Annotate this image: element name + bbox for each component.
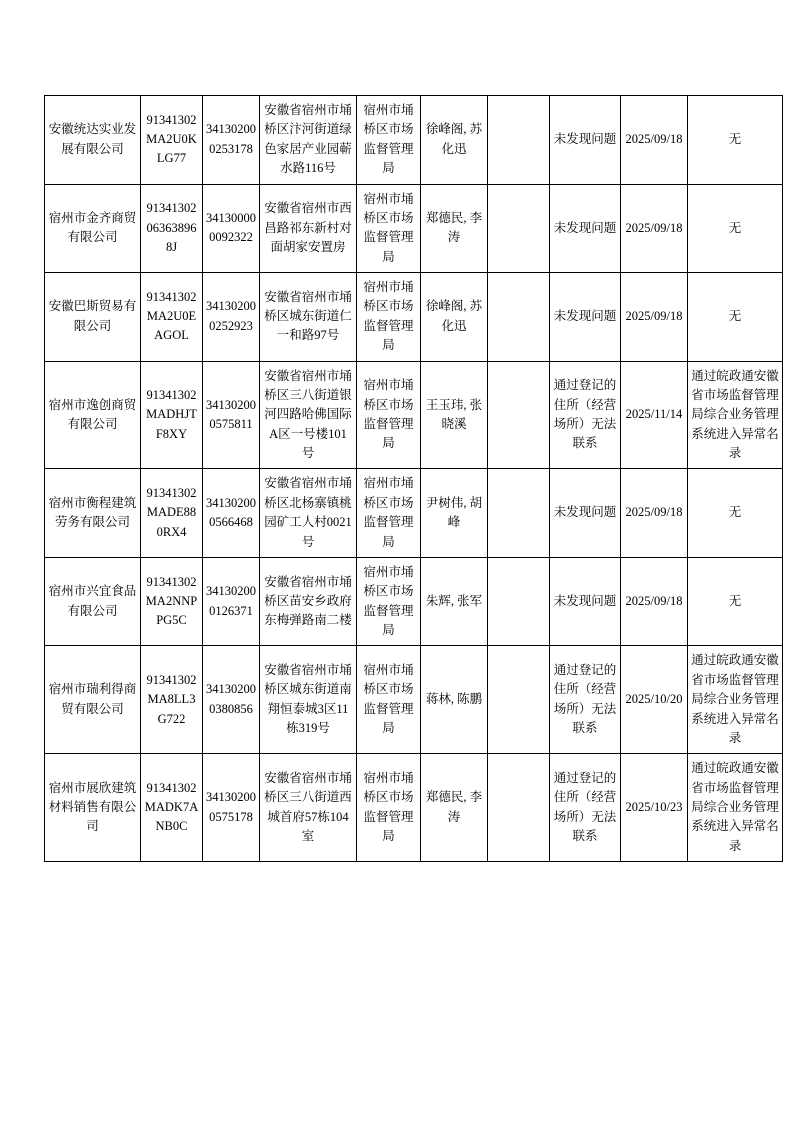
cell-authority: 宿州市埇桥区市场监督管理局 (357, 96, 421, 185)
cell-complete-date: 2025/09/18 (621, 273, 688, 362)
cell-address: 安徽省宿州市西昌路祁东新村对面胡家安置房 (260, 184, 357, 273)
cell-result: 通过登记的住所（经营场所）无法联系 (550, 646, 621, 754)
cell-company-name: 安徽统达实业发展有限公司 (45, 96, 141, 185)
cell-remark: 无 (688, 557, 783, 646)
cell-remark: 无 (688, 184, 783, 273)
table-row (45, 754, 783, 862)
cell-result: 未发现问题 (550, 557, 621, 646)
cell-inspect-date (488, 754, 550, 862)
cell-credit-code: 91341302MA2U0EAGOL (141, 273, 203, 362)
cell-result: 未发现问题 (550, 469, 621, 558)
cell-result: 通过登记的住所（经营场所）无法联系 (550, 361, 621, 469)
inspection-records-table (44, 95, 783, 862)
cell-registration-number: 341302000380856 (203, 646, 260, 754)
cell-authority: 宿州市埇桥区市场监督管理局 (357, 754, 421, 862)
cell-inspectors: 徐峰阁, 苏化迅 (421, 96, 488, 185)
cell-complete-date: 2025/11/14 (621, 361, 688, 469)
cell-address: 安徽省宿州市埇桥区城东街道南翔恒泰城3区11栋319号 (260, 646, 357, 754)
cell-registration-number: 341302000575178 (203, 754, 260, 862)
cell-complete-date: 2025/09/18 (621, 96, 688, 185)
cell-credit-code: 91341302MA8LL3G722 (141, 646, 203, 754)
cell-authority: 宿州市埇桥区市场监督管理局 (357, 469, 421, 558)
table-row (45, 96, 783, 185)
cell-inspectors: 朱辉, 张军 (421, 557, 488, 646)
cell-inspectors: 徐峰阁, 苏化迅 (421, 273, 488, 362)
cell-inspectors: 郑德民, 李涛 (421, 184, 488, 273)
cell-company-name: 宿州市兴宜食品有限公司 (45, 557, 141, 646)
cell-registration-number: 341300000092322 (203, 184, 260, 273)
cell-remark: 通过皖政通安徽省市场监督管理局综合业务管理系统进入异常名录 (688, 754, 783, 862)
cell-authority: 宿州市埇桥区市场监督管理局 (357, 184, 421, 273)
cell-company-name: 宿州市展欣建筑材料销售有限公司 (45, 754, 141, 862)
cell-remark: 无 (688, 273, 783, 362)
cell-result: 通过登记的住所（经营场所）无法联系 (550, 754, 621, 862)
cell-remark: 通过皖政通安徽省市场监督管理局综合业务管理系统进入异常名录 (688, 646, 783, 754)
cell-company-name: 宿州市瑞利得商贸有限公司 (45, 646, 141, 754)
cell-authority: 宿州市埇桥区市场监督管理局 (357, 273, 421, 362)
cell-registration-number: 341302000252923 (203, 273, 260, 362)
cell-inspect-date (488, 361, 550, 469)
cell-inspectors: 尹树伟, 胡峰 (421, 469, 488, 558)
table-body (45, 96, 783, 862)
cell-inspect-date (488, 646, 550, 754)
cell-address: 安徽省宿州市埇桥区三八街道西城首府57栋104室 (260, 754, 357, 862)
table-row (45, 646, 783, 754)
cell-address: 安徽省宿州市埇桥区三八街道银河四路哈佛国际A区一号楼101号 (260, 361, 357, 469)
cell-inspectors: 王玉玮, 张晓溪 (421, 361, 488, 469)
cell-company-name: 宿州市金齐商贸有限公司 (45, 184, 141, 273)
table-row (45, 469, 783, 558)
cell-registration-number: 341302000253178 (203, 96, 260, 185)
cell-address: 安徽省宿州市埇桥区苗安乡政府东梅弹路南二楼 (260, 557, 357, 646)
cell-remark: 无 (688, 96, 783, 185)
cell-address: 安徽省宿州市埇桥区北杨寨镇桃园矿工人村0021号 (260, 469, 357, 558)
table-row (45, 184, 783, 273)
cell-complete-date: 2025/10/23 (621, 754, 688, 862)
cell-credit-code: 91341302MA2U0KLG77 (141, 96, 203, 185)
cell-authority: 宿州市埇桥区市场监督管理局 (357, 646, 421, 754)
cell-credit-code: 91341302MADE880RX4 (141, 469, 203, 558)
cell-complete-date: 2025/09/18 (621, 469, 688, 558)
cell-company-name: 安徽巴斯贸易有限公司 (45, 273, 141, 362)
cell-inspect-date (488, 96, 550, 185)
table-row (45, 361, 783, 469)
cell-inspect-date (488, 469, 550, 558)
cell-company-name: 宿州市衡程建筑劳务有限公司 (45, 469, 141, 558)
cell-inspectors: 蒋林, 陈鹏 (421, 646, 488, 754)
cell-complete-date: 2025/09/18 (621, 184, 688, 273)
cell-credit-code: 91341302MADHJTF8XY (141, 361, 203, 469)
cell-registration-number: 341302000566468 (203, 469, 260, 558)
cell-inspect-date (488, 557, 550, 646)
cell-remark: 通过皖政通安徽省市场监督管理局综合业务管理系统进入异常名录 (688, 361, 783, 469)
cell-credit-code: 91341302MA2NNPPG5C (141, 557, 203, 646)
cell-address: 安徽省宿州市埇桥区汴河街道绿色家居产业园蕲水路116号 (260, 96, 357, 185)
cell-credit-code: 91341302MADK7ANB0C (141, 754, 203, 862)
cell-inspect-date (488, 273, 550, 362)
cell-credit-code: 9134130206363896 8J (141, 184, 203, 273)
cell-registration-number: 341302000126371 (203, 557, 260, 646)
cell-complete-date: 2025/10/20 (621, 646, 688, 754)
cell-authority: 宿州市埇桥区市场监督管理局 (357, 361, 421, 469)
cell-inspectors: 郑德民, 李涛 (421, 754, 488, 862)
cell-inspect-date (488, 184, 550, 273)
table-row (45, 557, 783, 646)
cell-result: 未发现问题 (550, 184, 621, 273)
cell-registration-number: 341302000575811 (203, 361, 260, 469)
cell-result: 未发现问题 (550, 96, 621, 185)
cell-company-name: 宿州市逸创商贸有限公司 (45, 361, 141, 469)
cell-remark: 无 (688, 469, 783, 558)
cell-result: 未发现问题 (550, 273, 621, 362)
cell-authority: 宿州市埇桥区市场监督管理局 (357, 557, 421, 646)
cell-complete-date: 2025/09/18 (621, 557, 688, 646)
table-row (45, 273, 783, 362)
cell-address: 安徽省宿州市埇桥区城东街道仁一和路97号 (260, 273, 357, 362)
